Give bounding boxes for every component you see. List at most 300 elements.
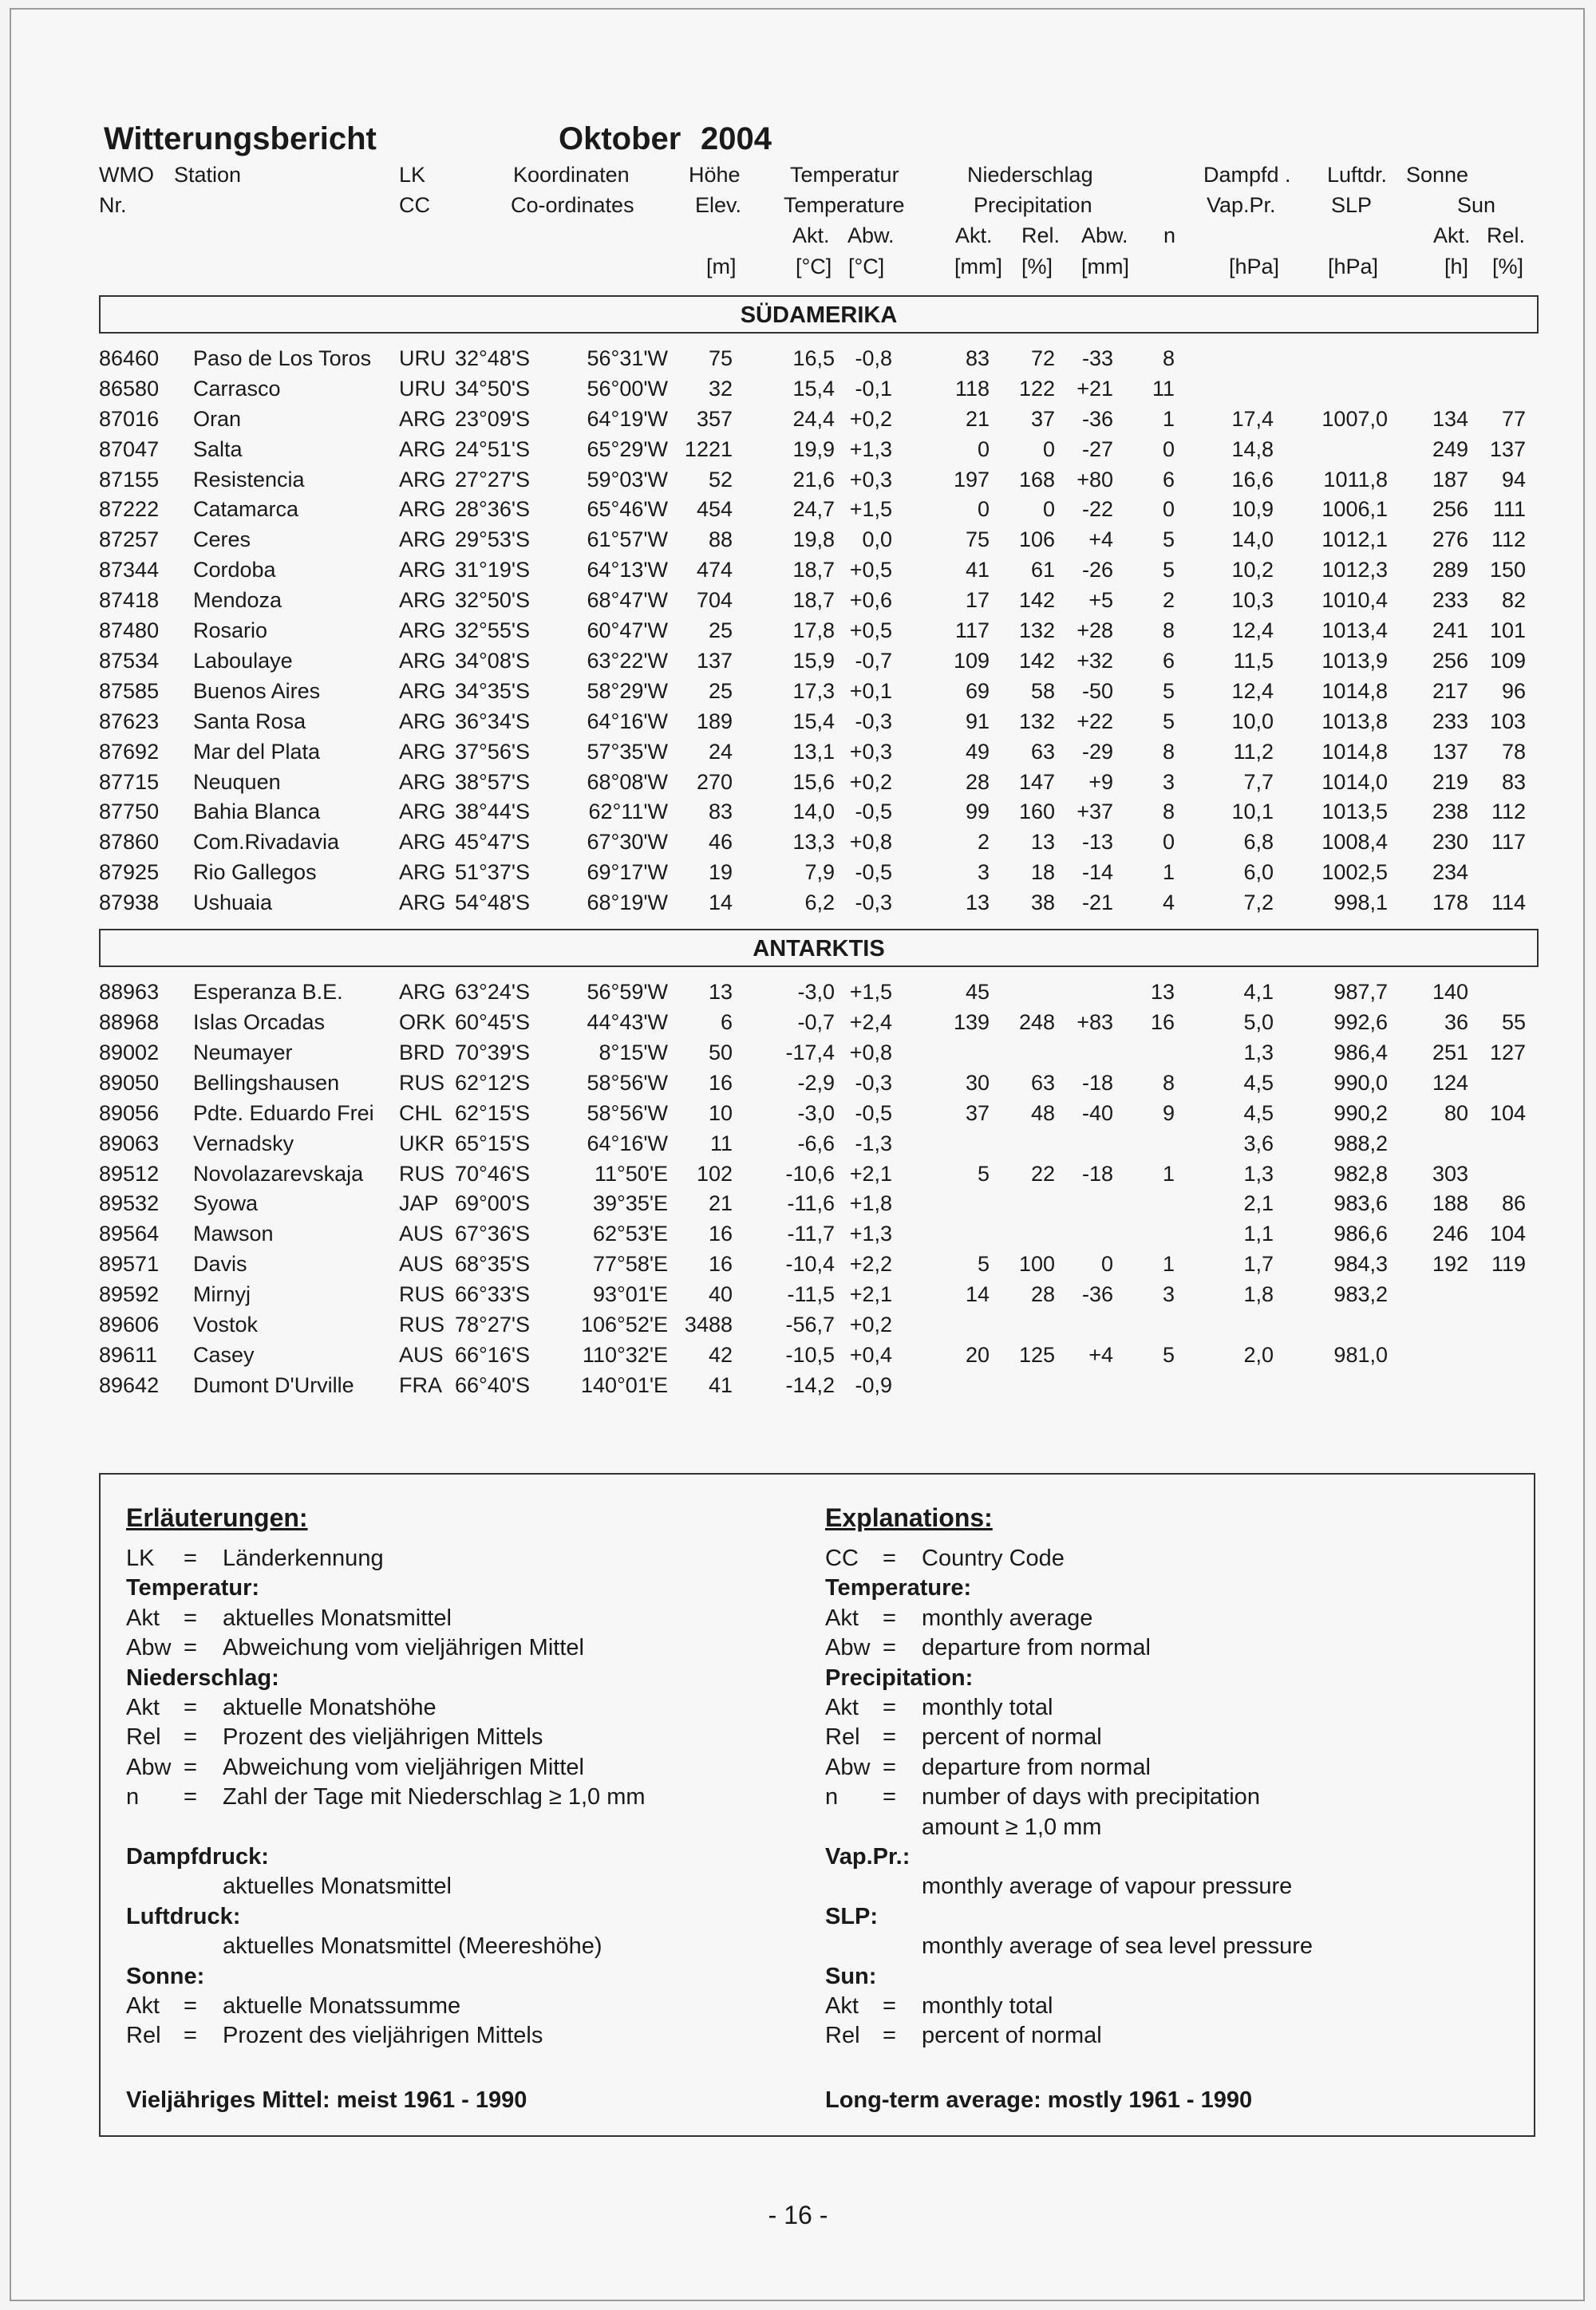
wmo-number: 87750 xyxy=(99,800,160,823)
precip-akt: 28 xyxy=(965,770,990,794)
sun-akt: 256 xyxy=(1432,649,1468,673)
precip-days: 8 xyxy=(1162,740,1175,764)
legend-value: aktuelle Monatshöhe xyxy=(223,1695,437,1720)
temp-akt: -14,2 xyxy=(785,1373,835,1397)
sun-akt: 178 xyxy=(1432,890,1468,914)
table-row xyxy=(0,377,1596,402)
wmo-number: 88968 xyxy=(99,1010,160,1034)
precip-rel: 100 xyxy=(1018,1252,1055,1276)
temp-abw: +1,8 xyxy=(849,1191,892,1215)
legend-value: monthly total xyxy=(922,1993,1053,2019)
header-row3-cell: Akt. xyxy=(1433,223,1471,247)
wmo-number: 89050 xyxy=(99,1071,160,1095)
header-row1-cell: Temperatur xyxy=(790,163,899,187)
temp-akt: 24,7 xyxy=(792,497,835,521)
legend-equals: = xyxy=(184,1993,197,2019)
temp-abw: -0,5 xyxy=(855,800,892,823)
legend-value: percent of normal xyxy=(922,2023,1102,2049)
vapour-pressure: 10,2 xyxy=(1231,558,1274,582)
temp-akt: -56,7 xyxy=(785,1313,835,1337)
precip-days: 13 xyxy=(1150,980,1175,1004)
legend-value: monthly average of sea level pressure xyxy=(922,1933,1314,1960)
precip-rel: 132 xyxy=(1018,618,1055,642)
station-name: Syowa xyxy=(193,1191,259,1215)
legend-group-title: Vap.Pr.: xyxy=(825,1844,911,1870)
station-name: Vostok xyxy=(193,1313,259,1337)
legend-value: monthly average xyxy=(922,1605,1093,1631)
station-name: Novolazarevskaja xyxy=(193,1162,364,1186)
longitude: 93°01'E xyxy=(592,1282,668,1306)
header-row4-cell: [°C] xyxy=(796,255,832,278)
precip-rel: 0 xyxy=(1042,497,1055,521)
table-row xyxy=(0,497,1596,523)
temp-abw: +0,5 xyxy=(849,618,892,642)
legend-value: percent of normal xyxy=(922,1724,1102,1751)
temp-akt: -0,7 xyxy=(797,1010,835,1034)
country-code: ARG xyxy=(399,407,446,431)
latitude: 66°40'S xyxy=(454,1373,530,1397)
latitude: 60°45'S xyxy=(454,1010,530,1034)
precip-akt: 14 xyxy=(965,1282,990,1306)
legend-value: Zahl der Tage mit Niederschlag ≥ 1,0 mm xyxy=(223,1784,646,1810)
elevation: 16 xyxy=(708,1222,733,1246)
legend-equals: = xyxy=(883,2023,896,2049)
station-name: Neumayer xyxy=(193,1040,293,1064)
wmo-number: 86580 xyxy=(99,377,160,401)
longitude: 63°22'W xyxy=(587,649,668,673)
sun-akt: 188 xyxy=(1432,1191,1468,1215)
precip-rel: 168 xyxy=(1018,468,1055,492)
legend-value: Country Code xyxy=(922,1546,1065,1571)
vapour-pressure: 5,0 xyxy=(1243,1010,1274,1034)
sun-akt: 276 xyxy=(1432,527,1468,551)
precip-days: 0 xyxy=(1162,437,1175,461)
precip-rel: 22 xyxy=(1030,1162,1055,1186)
country-code: ARG xyxy=(399,558,446,582)
temp-abw: +0,2 xyxy=(849,407,892,431)
elevation: 16 xyxy=(708,1071,733,1095)
vapour-pressure: 10,0 xyxy=(1231,709,1274,733)
precip-abw: +21 xyxy=(1077,377,1113,401)
vapour-pressure: 1,7 xyxy=(1243,1252,1274,1276)
temp-abw: +1,5 xyxy=(849,497,892,521)
section-title: SÜDAMERIKA xyxy=(740,302,898,328)
station-name: Buenos Aires xyxy=(193,679,321,703)
temp-abw: +0,3 xyxy=(849,468,892,492)
temp-akt: -11,7 xyxy=(787,1222,835,1246)
precip-days: 5 xyxy=(1162,709,1175,733)
longitude: 106°52'E xyxy=(580,1313,668,1337)
header-row3-cell: Rel. xyxy=(1487,223,1526,247)
precip-abw: -33 xyxy=(1081,346,1113,370)
legend-group-title: Luftdruck: xyxy=(126,1903,241,1929)
legend-key: n xyxy=(825,1784,839,1810)
longitude: 61°57'W xyxy=(587,527,668,551)
legend-equals: = xyxy=(184,2023,197,2049)
legend-value: monthly total xyxy=(922,1695,1053,1720)
vapour-pressure: 11,2 xyxy=(1233,740,1274,764)
temp-akt: 17,8 xyxy=(792,618,835,642)
table-row xyxy=(0,740,1596,765)
header-row4-cell: [°C] xyxy=(848,255,885,278)
table-row xyxy=(0,890,1596,916)
country-code: CHL xyxy=(399,1101,443,1125)
header-row2-cell: Sun xyxy=(1457,193,1496,217)
section-title: ANTARKTIS xyxy=(753,936,885,962)
legend-equals: = xyxy=(883,1635,896,1661)
precip-days: 6 xyxy=(1162,468,1175,492)
sun-akt: 36 xyxy=(1444,1010,1468,1034)
sea-level-pressure: 1014,0 xyxy=(1321,770,1388,794)
header-row2-cell: Co-ordinates xyxy=(511,193,634,217)
table-row xyxy=(0,1162,1596,1187)
elevation: 270 xyxy=(696,770,733,794)
longitude: 110°32'E xyxy=(582,1343,668,1367)
precip-akt: 17 xyxy=(965,588,990,612)
precip-days: 1 xyxy=(1162,1162,1175,1186)
precip-abw: -14 xyxy=(1081,860,1113,884)
country-code: ARG xyxy=(399,437,446,461)
precip-abw: -18 xyxy=(1081,1162,1113,1186)
sun-rel: 82 xyxy=(1501,588,1526,612)
table-row xyxy=(0,800,1596,825)
sun-akt: 241 xyxy=(1432,618,1468,642)
elevation: 13 xyxy=(708,980,733,1004)
precip-rel: 106 xyxy=(1018,527,1055,551)
temp-abw: +0,1 xyxy=(849,679,892,703)
latitude: 78°27'S xyxy=(454,1313,530,1337)
vapour-pressure: 4,5 xyxy=(1243,1071,1274,1095)
wmo-number: 86460 xyxy=(99,346,160,370)
wmo-number: 87925 xyxy=(99,860,160,884)
longitude: 64°16'W xyxy=(587,709,668,733)
precip-akt: 30 xyxy=(965,1071,990,1095)
latitude: 28°36'S xyxy=(454,497,530,521)
precip-abw: +22 xyxy=(1077,709,1113,733)
wmo-number: 87418 xyxy=(99,588,160,612)
sea-level-pressure: 990,2 xyxy=(1333,1101,1388,1125)
legend-value: monthly average of vapour pressure xyxy=(922,1874,1293,1900)
vapour-pressure: 16,6 xyxy=(1231,468,1274,492)
temp-abw: +0,6 xyxy=(849,588,892,612)
elevation: 16 xyxy=(708,1252,733,1276)
temp-abw: -0,9 xyxy=(855,1373,892,1397)
wmo-number: 87257 xyxy=(99,527,160,551)
sun-akt: 187 xyxy=(1432,468,1468,492)
temp-abw: -0,7 xyxy=(855,649,892,673)
vapour-pressure: 1,3 xyxy=(1243,1162,1274,1186)
precip-akt: 197 xyxy=(953,468,990,492)
temp-abw: -1,3 xyxy=(855,1131,892,1155)
country-code: ARG xyxy=(399,800,446,823)
precip-days: 1 xyxy=(1162,1252,1175,1276)
legend-equals: = xyxy=(883,1695,896,1720)
precip-akt: 69 xyxy=(965,679,990,703)
country-code: ARG xyxy=(399,618,446,642)
temp-akt: 17,3 xyxy=(792,679,835,703)
vapour-pressure: 11,5 xyxy=(1233,649,1274,673)
elevation: 102 xyxy=(696,1162,733,1186)
country-code: AUS xyxy=(399,1222,444,1246)
table-row xyxy=(0,1343,1596,1368)
precip-rel: 18 xyxy=(1030,860,1055,884)
legend-group-title: Dampfdruck: xyxy=(126,1844,269,1870)
header-row3-cell: Akt. xyxy=(955,223,993,247)
country-code: ARG xyxy=(399,679,446,703)
precip-abw: +9 xyxy=(1088,770,1113,794)
elevation: 10 xyxy=(708,1101,733,1125)
precip-akt: 118 xyxy=(954,377,990,401)
sun-rel: 111 xyxy=(1492,497,1526,521)
longitude: 68°08'W xyxy=(587,770,668,794)
wmo-number: 87480 xyxy=(99,618,160,642)
sun-rel: 109 xyxy=(1489,649,1526,673)
legend-value: departure from normal xyxy=(922,1754,1151,1780)
temp-akt: 15,6 xyxy=(792,770,835,794)
elevation: 25 xyxy=(708,679,733,703)
longitude: 57°35'W xyxy=(587,740,668,764)
sun-akt: 233 xyxy=(1432,709,1468,733)
table-row xyxy=(0,1010,1596,1036)
longitude: 69°17'W xyxy=(587,860,668,884)
country-code: RUS xyxy=(399,1313,445,1337)
header-row1-cell: Dampfd . xyxy=(1203,163,1291,187)
header-row2-cell: SLP xyxy=(1331,193,1373,217)
longitude: 56°31'W xyxy=(587,346,668,370)
precip-abw: +4 xyxy=(1088,1343,1113,1367)
sea-level-pressure: 1012,1 xyxy=(1321,527,1388,551)
wmo-number: 89532 xyxy=(99,1191,160,1215)
sun-akt: 124 xyxy=(1432,1071,1468,1095)
country-code: RUS xyxy=(399,1071,445,1095)
latitude: 70°46'S xyxy=(454,1162,530,1186)
temp-abw: -0,5 xyxy=(855,860,892,884)
legend-equals: = xyxy=(883,1993,896,2019)
legend-group-title: Niederschlag: xyxy=(126,1664,279,1691)
precip-abw: +4 xyxy=(1088,527,1113,551)
legend-equals: = xyxy=(883,1546,896,1571)
sea-level-pressure: 992,6 xyxy=(1333,1010,1388,1034)
sun-rel: 112 xyxy=(1491,800,1526,823)
station-name: Catamarca xyxy=(193,497,299,521)
vapour-pressure: 3,6 xyxy=(1243,1131,1274,1155)
station-name: Mawson xyxy=(193,1222,274,1246)
country-code: ARG xyxy=(399,649,446,673)
sea-level-pressure: 986,4 xyxy=(1333,1040,1388,1064)
header-row4-cell: [%] xyxy=(1021,255,1053,278)
latitude: 69°00'S xyxy=(454,1191,530,1215)
station-name: Dumont D'Urville xyxy=(193,1373,354,1397)
vapour-pressure: 10,3 xyxy=(1231,588,1274,612)
longitude: 60°47'W xyxy=(587,618,668,642)
temp-akt: 13,3 xyxy=(792,830,835,854)
elevation: 474 xyxy=(696,558,733,582)
station-name: Davis xyxy=(193,1252,247,1276)
latitude: 63°24'S xyxy=(454,980,530,1004)
latitude: 34°08'S xyxy=(454,649,530,673)
latitude: 23°09'S xyxy=(454,407,530,431)
precip-days: 0 xyxy=(1162,497,1175,521)
table-row xyxy=(0,437,1596,463)
station-name: Bellingshausen xyxy=(193,1071,340,1095)
precip-rel: 61 xyxy=(1030,558,1055,582)
precip-abw: -13 xyxy=(1081,830,1113,854)
temp-akt: -10,6 xyxy=(785,1162,835,1186)
sea-level-pressure: 984,3 xyxy=(1333,1252,1388,1276)
precip-abw: -18 xyxy=(1081,1071,1113,1095)
longitude: 65°29'W xyxy=(587,437,668,461)
wmo-number: 89642 xyxy=(99,1373,160,1397)
station-name: Mirnyj xyxy=(193,1282,251,1306)
legend-group-title: Sonne: xyxy=(126,1963,205,1989)
precip-akt: 49 xyxy=(965,740,990,764)
sun-rel: 117 xyxy=(1491,830,1526,854)
precip-rel: 38 xyxy=(1030,890,1055,914)
precip-rel: 48 xyxy=(1030,1101,1055,1125)
legend-equals: = xyxy=(184,1724,197,1751)
precip-rel: 72 xyxy=(1030,346,1055,370)
country-code: ORK xyxy=(399,1010,446,1034)
legend-group-title: Temperature: xyxy=(825,1575,972,1601)
legend-key: Rel xyxy=(825,1724,860,1751)
longitude: 39°35'E xyxy=(592,1191,668,1215)
sea-level-pressure: 983,2 xyxy=(1333,1282,1388,1306)
temp-abw: +0,2 xyxy=(849,1313,892,1337)
station-name: Com.Rivadavia xyxy=(193,830,340,854)
temp-abw: -0,3 xyxy=(855,1071,892,1095)
elevation: 52 xyxy=(708,468,733,492)
station-name: Salta xyxy=(193,437,243,461)
temp-abw: +0,4 xyxy=(849,1343,892,1367)
report-title: Witterungsbericht xyxy=(104,121,377,156)
longitude: 77°58'E xyxy=(592,1252,668,1276)
vapour-pressure: 2,1 xyxy=(1243,1191,1274,1215)
precip-akt: 20 xyxy=(965,1343,990,1367)
elevation: 3488 xyxy=(684,1313,733,1337)
precip-days: 9 xyxy=(1162,1101,1175,1125)
vapour-pressure: 14,0 xyxy=(1231,527,1274,551)
precip-days: 3 xyxy=(1162,770,1175,794)
temp-akt: -10,5 xyxy=(785,1343,835,1367)
temp-abw: +2,1 xyxy=(849,1162,892,1186)
sun-rel: 114 xyxy=(1491,890,1526,914)
legend-key: Abw xyxy=(126,1635,172,1661)
country-code: FRA xyxy=(399,1373,442,1397)
precip-rel: 0 xyxy=(1042,437,1055,461)
legend-footer-en: Long-term average: mostly 1961 - 1990 xyxy=(825,2087,1253,2113)
sea-level-pressure: 986,6 xyxy=(1333,1222,1388,1246)
vapour-pressure: 10,1 xyxy=(1231,800,1274,823)
sea-level-pressure: 1002,5 xyxy=(1321,860,1388,884)
longitude: 56°00'W xyxy=(587,377,668,401)
longitude: 58°29'W xyxy=(587,679,668,703)
legend-value: number of days with precipitation xyxy=(922,1784,1260,1810)
precip-abw: +28 xyxy=(1077,618,1113,642)
sun-akt: 230 xyxy=(1432,830,1468,854)
precip-abw: +80 xyxy=(1077,468,1113,492)
precip-rel: 122 xyxy=(1018,377,1055,401)
latitude: 37°56'S xyxy=(454,740,530,764)
sun-rel: 94 xyxy=(1501,468,1526,492)
precip-akt: 41 xyxy=(965,558,990,582)
legend-key: Rel xyxy=(126,2023,161,2049)
temp-akt: 18,7 xyxy=(792,558,835,582)
header-row3-cell: n xyxy=(1163,223,1176,247)
station-name: Pdte. Eduardo Frei xyxy=(193,1101,374,1125)
precip-abw: -27 xyxy=(1081,437,1113,461)
elevation: 41 xyxy=(708,1373,733,1397)
legend-value: Prozent des vieljährigen Mittels xyxy=(223,2023,543,2049)
header-row4-cell: [hPa] xyxy=(1328,255,1379,278)
precip-days: 5 xyxy=(1162,1343,1175,1367)
elevation: 88 xyxy=(708,527,733,551)
country-code: ARG xyxy=(399,468,446,492)
precip-akt: 91 xyxy=(965,709,990,733)
vapour-pressure: 7,2 xyxy=(1243,890,1274,914)
precip-abw: +37 xyxy=(1077,800,1113,823)
longitude: 64°13'W xyxy=(587,558,668,582)
precip-akt: 0 xyxy=(977,437,990,461)
temp-abw: -0,5 xyxy=(855,1101,892,1125)
sea-level-pressure: 998,1 xyxy=(1333,890,1388,914)
latitude: 66°16'S xyxy=(454,1343,530,1367)
sun-rel: 150 xyxy=(1489,558,1526,582)
temp-abw: -0,3 xyxy=(855,709,892,733)
precip-rel: 142 xyxy=(1018,588,1055,612)
table-row xyxy=(0,558,1596,583)
temp-akt: -3,0 xyxy=(797,980,835,1004)
legend-group-title: Temperatur: xyxy=(126,1575,260,1601)
legend-key: LK xyxy=(126,1546,155,1571)
wmo-number: 89512 xyxy=(99,1162,160,1186)
precip-rel: 63 xyxy=(1030,1071,1055,1095)
latitude: 62°15'S xyxy=(454,1101,530,1125)
latitude: 68°35'S xyxy=(454,1252,530,1276)
sun-akt: 217 xyxy=(1432,679,1468,703)
precip-rel: 142 xyxy=(1018,649,1055,673)
header-row2-cell: Vap.Pr. xyxy=(1207,193,1276,217)
legend-value: aktuelles Monatsmittel (Meereshöhe) xyxy=(223,1933,602,1960)
precip-abw: +5 xyxy=(1088,588,1113,612)
table-row xyxy=(0,468,1596,493)
temp-akt: 19,8 xyxy=(792,527,835,551)
precip-rel: 147 xyxy=(1018,770,1055,794)
precip-days: 4 xyxy=(1162,890,1175,914)
precip-akt: 83 xyxy=(965,346,990,370)
elevation: 704 xyxy=(696,588,733,612)
legend-key: Abw xyxy=(825,1754,871,1780)
sun-akt: 303 xyxy=(1432,1162,1468,1186)
table-row xyxy=(0,407,1596,432)
country-code: RUS xyxy=(399,1162,445,1186)
legend-value: aktuelle Monatssumme xyxy=(223,1993,461,2019)
header-row2-cell: Temperature xyxy=(784,193,905,217)
wmo-number: 87534 xyxy=(99,649,160,673)
latitude: 51°37'S xyxy=(454,860,530,884)
country-code: ARG xyxy=(399,830,446,854)
temp-abw: +0,5 xyxy=(849,558,892,582)
precip-days: 8 xyxy=(1162,800,1175,823)
temp-abw: +0,3 xyxy=(849,740,892,764)
table-row xyxy=(0,1252,1596,1277)
header-row1-cell: Sonne xyxy=(1406,163,1469,187)
header-row1-cell: LK xyxy=(399,163,426,187)
longitude: 65°46'W xyxy=(587,497,668,521)
sun-rel: 127 xyxy=(1489,1040,1526,1064)
legend-equals: = xyxy=(184,1784,197,1810)
wmo-number: 87692 xyxy=(99,740,160,764)
temp-akt: 15,9 xyxy=(792,649,835,673)
